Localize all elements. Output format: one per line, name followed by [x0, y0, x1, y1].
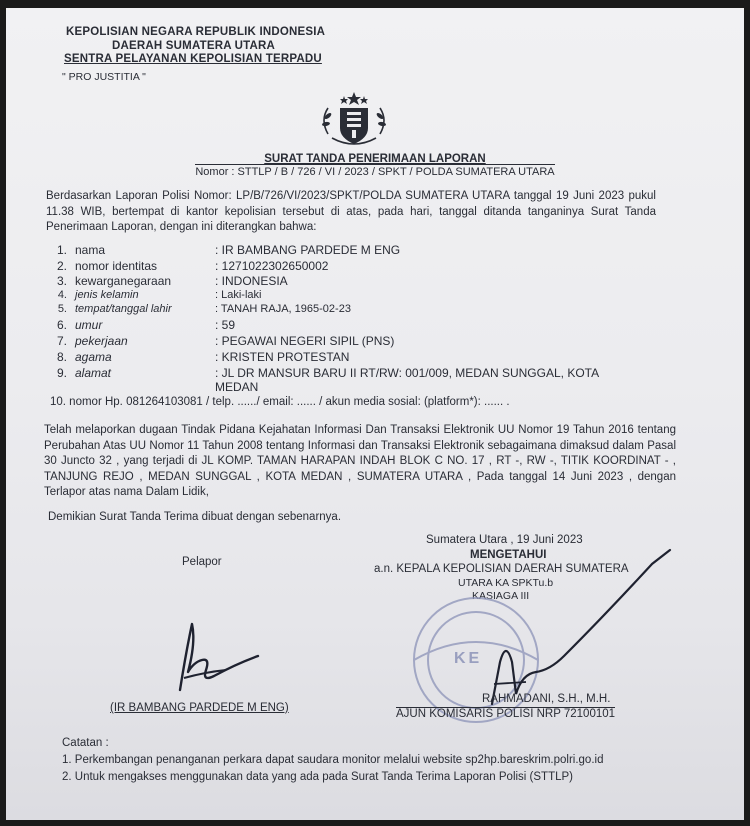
field-label: tempat/tanggal lahir — [75, 303, 172, 315]
field-label: jenis kelamin — [75, 289, 139, 301]
field-number: 3. — [56, 274, 67, 288]
field-row — [53, 303, 713, 318]
notes-title: Catatan : — [62, 737, 109, 749]
police-emblem-icon — [314, 90, 394, 152]
document-number-text: Nomor : STTLP / B / 726 / VI / 2023 / SPKT / POLDA SUMATERA UTARA — [195, 166, 555, 178]
note-item: 2. Untuk mengakses menggunakan data yang ada pada Surat Tanda Terima Laporan Polisi (STTLP) — [62, 771, 573, 783]
field-label: umur — [75, 318, 103, 332]
unit-line: UTARA KA SPKTu.b — [458, 577, 554, 589]
field-number: 2. — [56, 259, 67, 273]
field-row — [53, 243, 713, 258]
field-value: : Laki-laki — [215, 289, 262, 301]
field-row — [53, 259, 713, 274]
field-row — [53, 334, 713, 349]
field-label: agama — [75, 350, 112, 364]
kasiaga-line: KASIAGA III — [472, 590, 530, 602]
pelapor-label: Pelapor — [182, 556, 222, 568]
field-value: : JL DR MANSUR BARU II RT/RW: 001/009, MEDAN SUNGGAL, KOTA — [215, 366, 600, 380]
field-value-continued: MEDAN — [215, 380, 259, 394]
field-row — [53, 274, 713, 289]
field-number: 5. — [57, 303, 67, 315]
field-row — [53, 366, 713, 396]
pro-justitia-label: " PRO JUSTITIA " — [62, 71, 146, 83]
report-paragraph: Telah melaporkan dugaan Tindak Pidana Kejahatan Informasi Dan Transaksi Elektronik UU Nomor 19 Tahun 2016 tentang Perubahan Atas UU Nomor 11 Tahun 2008 tentang Informasi dan Transaksi Elektronik sebagaimana dimaksud dalam Pasal 30 Juncto 32 , yang terjadi di JL KOMP. TAMAN HARAPAN INDAH BLOK C NO. 17 , RT -, RW -, TITIK KOORDINAT - , TANJUNG REJO , MEDAN SUNGGAL , KOTA MEDAN , SUMATERA UTARA , Pada tanggal 14 Juni 2023 , dengan Terlapor atas nama Dalam Lidik, — [44, 424, 676, 498]
field-label: alamat — [75, 366, 112, 380]
reporter-name: (IR BAMBANG PARDEDE M ENG) — [110, 702, 289, 714]
note-item: 1. Perkembangan penanganan perkara dapat saudara monitor melalui website sp2hp.bareskrim.polri.go.id — [62, 754, 604, 766]
header-institution: KEPOLISIAN NEGARA REPUBLIK INDONESIA — [66, 26, 326, 38]
field-row — [53, 350, 713, 365]
mengetahui-label: MENGETAHUI — [470, 549, 547, 561]
authority-line: a.n. KEPALA KEPOLISIAN DAERAH SUMATERA — [374, 563, 629, 575]
intro-paragraph: Berdasarkan Laporan Polisi Nomor: LP/B/726/VI/2023/SPKT/POLDA SUMATERA UTARA tanggal 19 Juni 2023 pukul 11.38 WIB, bertempat di kantor kepolisian tersebut di atas, pada hari, tanggal ditanda tanganinya Surat Tanda Penerimaan Laporan, dengan ini diterangkan bahwa: — [46, 190, 656, 233]
field-number: 7. — [56, 334, 67, 348]
field-row — [53, 318, 713, 333]
officer-name: RAHMADANI, S.H., M.H. — [482, 693, 611, 705]
field-value: : PEGAWAI NEGERI SIPIL (PNS) — [215, 334, 395, 348]
field-value: : 1271022302650002 — [215, 259, 329, 273]
officer-rank: AJUN KOMISARIS POLISI NRP 72100101 — [396, 708, 616, 720]
field-value: : IR BAMBANG PARDEDE M ENG — [215, 243, 401, 257]
field-number: 6. — [56, 318, 67, 332]
reporter-signature-icon — [166, 612, 276, 702]
header-unit: SENTRA PELAYANAN KEPOLISIAN TERPADU — [64, 53, 322, 65]
closing-statement: Demikian Surat Tanda Terima dibuat dengan sebenarnya. — [48, 511, 342, 523]
header-region: DAERAH SUMATERA UTARA — [112, 40, 276, 52]
field-number: 4. — [57, 289, 67, 301]
field-value: : 59 — [215, 318, 236, 332]
field-number: 9. — [56, 366, 67, 380]
stamp-text: KE — [454, 650, 483, 667]
field-value: : INDONESIA — [215, 274, 288, 288]
field-number: 1. — [56, 243, 67, 257]
document-number — [6, 166, 744, 178]
document-title: SURAT TANDA PENERIMAAN LAPORAN — [264, 153, 486, 165]
field-number: 8. — [56, 350, 67, 364]
field-label: nomor identitas — [75, 259, 158, 273]
field-label: kewarganegaraan — [75, 274, 172, 288]
place-date: Sumatera Utara , 19 Juni 2023 — [426, 534, 583, 546]
contact-line: 10. nomor Hp. 081264103081 / telp. ....../ email: ...... / akun media sosial: (platform*): ...... . — [50, 396, 510, 408]
document-page — [6, 8, 744, 820]
officer-signature-icon — [464, 544, 684, 714]
field-label: pekerjaan — [75, 334, 128, 348]
field-label: nama — [75, 243, 106, 257]
field-value: : KRISTEN PROTESTAN — [215, 350, 350, 364]
field-row — [53, 289, 713, 304]
field-value: : TANAH RAJA, 1965-02-23 — [215, 303, 351, 315]
